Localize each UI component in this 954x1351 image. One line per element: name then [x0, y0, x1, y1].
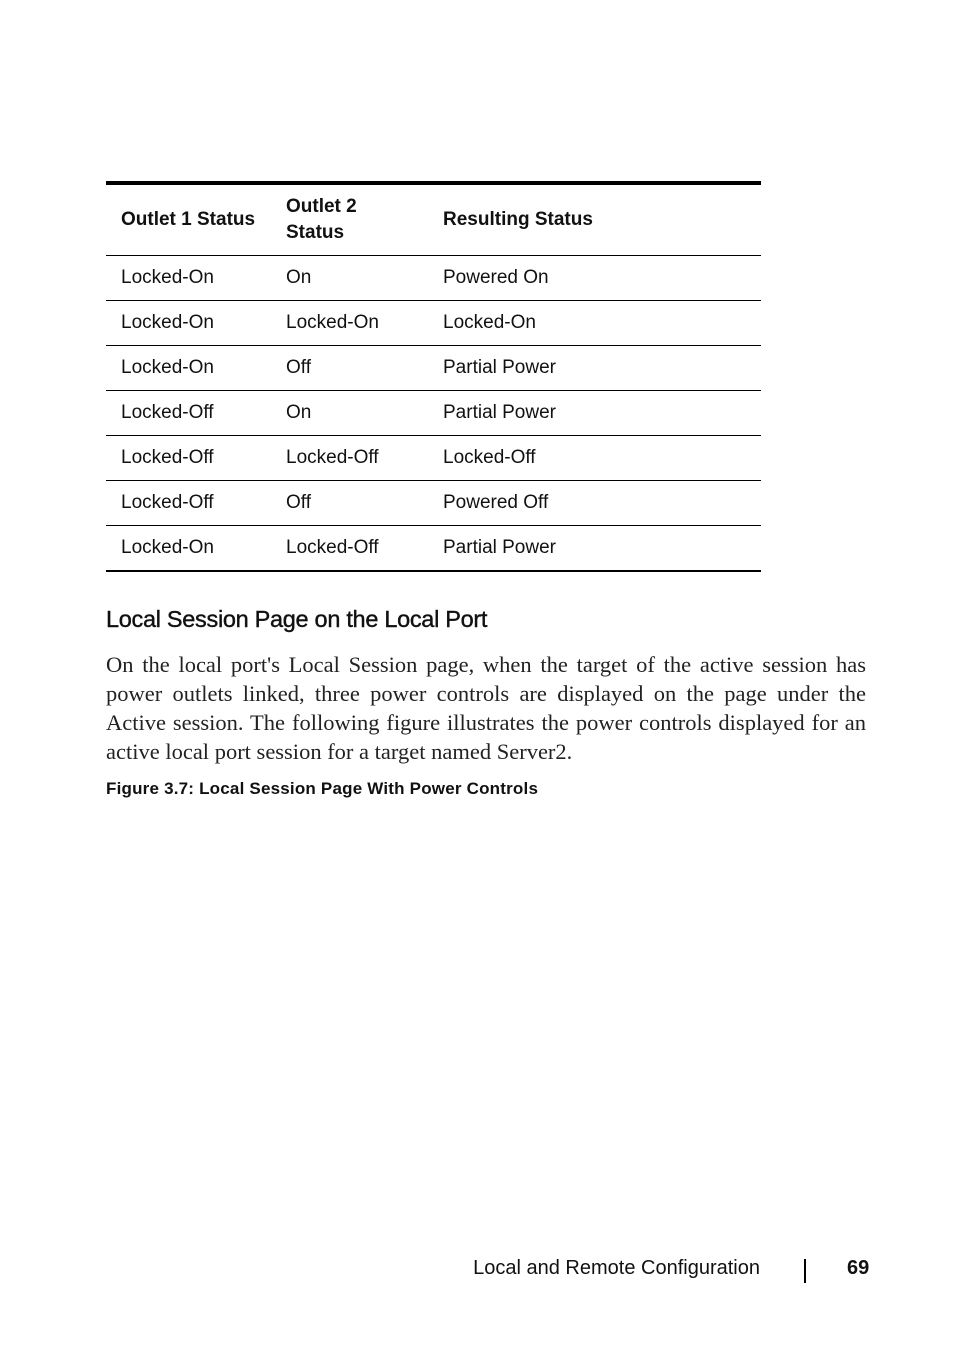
- cell-outlet-1: Locked-On: [106, 256, 271, 301]
- page-number: 69: [847, 1257, 870, 1279]
- cell-outlet-1: Locked-Off: [106, 481, 271, 526]
- cell-result: Partial Power: [428, 391, 761, 436]
- table-row: [106, 481, 761, 526]
- cell-outlet-1: Locked-Off: [106, 436, 271, 481]
- header-resulting-status: Resulting Status: [428, 183, 761, 256]
- section-heading: Local Session Page on the Local Port: [106, 606, 488, 632]
- cell-outlet-2: Off: [271, 346, 428, 391]
- figure-caption: Figure 3.7: Local Session Page With Power Controls: [106, 779, 539, 798]
- cell-outlet-1: Locked-Off: [106, 391, 271, 436]
- cell-result: Partial Power: [428, 346, 761, 391]
- cell-outlet-2: Locked-On: [271, 301, 428, 346]
- cell-result: Locked-Off: [428, 436, 761, 481]
- header-outlet-2-line2: Status: [286, 222, 345, 243]
- cell-outlet-1: Locked-On: [106, 526, 271, 572]
- table-row: [106, 526, 761, 572]
- footer-chapter-title: Local and Remote Configuration: [473, 1257, 760, 1279]
- header-outlet-2-status: [271, 183, 428, 256]
- header-outlet-1-status: Outlet 1 Status: [106, 183, 271, 256]
- cell-result: Powered Off: [428, 481, 761, 526]
- cell-outlet-2: On: [271, 391, 428, 436]
- cell-result: Locked-On: [428, 301, 761, 346]
- table-row: [106, 301, 761, 346]
- outlet-status-table: [106, 181, 761, 572]
- table-header-row: [106, 183, 761, 256]
- body-paragraph: On the local port's Local Session page, when the target of the active session has power outlets linked, three power controls are displayed on the page under the Active session. The following figure illustrates the power controls displayed for an active local port session for a target named Server2.: [106, 652, 866, 764]
- header-outlet-2-line1: Outlet 2: [286, 196, 357, 217]
- table-row: [106, 436, 761, 481]
- cell-result: Powered On: [428, 256, 761, 301]
- cell-outlet-1: Locked-On: [106, 301, 271, 346]
- cell-result: Partial Power: [428, 526, 761, 572]
- cell-outlet-1: Locked-On: [106, 346, 271, 391]
- table-row: [106, 256, 761, 301]
- cell-outlet-2: Locked-Off: [271, 436, 428, 481]
- table-row: [106, 346, 761, 391]
- cell-outlet-2: Locked-Off: [271, 526, 428, 572]
- cell-outlet-2: On: [271, 256, 428, 301]
- table-row: [106, 391, 761, 436]
- cell-outlet-2: Off: [271, 481, 428, 526]
- footer-divider: [804, 1259, 806, 1283]
